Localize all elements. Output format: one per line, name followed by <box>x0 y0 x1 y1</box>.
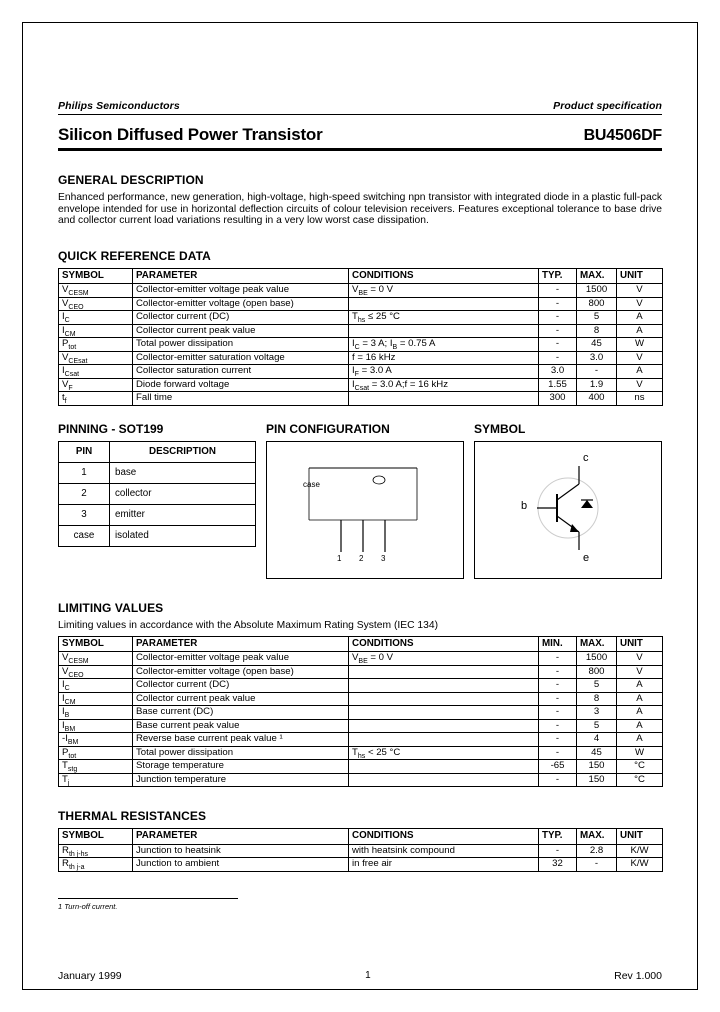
cell-unit: A <box>617 679 663 693</box>
col-max: MAX. <box>577 829 617 845</box>
table-header-row <box>59 268 663 284</box>
col-conditions: CONDITIONS <box>349 829 539 845</box>
table-row <box>59 351 663 365</box>
cell-typ: 1.55 <box>539 378 577 392</box>
cell-unit: °C <box>617 760 663 774</box>
cell-symbol <box>59 719 133 733</box>
cell-typ: - <box>539 338 577 352</box>
cell-symbol <box>59 351 133 365</box>
title-rule <box>58 148 662 151</box>
table-row <box>59 760 663 774</box>
cell-max: 8 <box>577 324 617 338</box>
cell-max: 2.8 <box>577 844 617 858</box>
cell-parameter: Collector saturation current <box>133 365 349 379</box>
cell-unit: V <box>617 351 663 365</box>
page-title: Silicon Diffused Power Transistor <box>58 125 323 144</box>
cell-typ: - <box>539 284 577 298</box>
symbol-text: $T_{stg}$ <box>62 760 78 774</box>
col-max: MAX. <box>577 636 617 652</box>
cell-parameter: Collector-emitter voltage peak value <box>133 652 349 666</box>
col-parameter: PARAMETER <box>133 829 349 845</box>
cell-unit: A <box>617 692 663 706</box>
pinning-row <box>59 525 256 546</box>
symbol-text: $-I_{BM}$ <box>62 733 79 747</box>
cell-symbol <box>59 378 133 392</box>
cell-unit: A <box>617 311 663 325</box>
limiting-values-heading: LIMITING VALUES <box>58 600 164 615</box>
cell-symbol <box>59 692 133 706</box>
limiting-values-table <box>58 636 663 788</box>
cell-min: - <box>539 746 577 760</box>
cell-max: 45 <box>577 338 617 352</box>
transistor-symbol-drawing <box>475 442 661 578</box>
table-header-row <box>59 829 663 845</box>
cell-conditions <box>349 297 539 311</box>
col-conditions: CONDITIONS <box>349 636 539 652</box>
footnote-rule <box>58 898 238 899</box>
cell-typ: - <box>539 351 577 365</box>
cell-parameter: Reverse base current peak value ¹ <box>133 733 349 747</box>
cell-max: 800 <box>577 297 617 311</box>
cell-max: - <box>577 858 617 872</box>
terminal-label-base: b <box>521 499 528 512</box>
cell-symbol <box>59 297 133 311</box>
cell-conditions <box>349 692 539 706</box>
cell-max: 1500 <box>577 284 617 298</box>
cell-parameter: Fall time <box>133 392 349 406</box>
col-unit: UNIT <box>617 268 663 284</box>
symbol-text: $V_F$ <box>62 378 73 392</box>
symbol-text: $I_{CM}$ <box>62 692 76 706</box>
cell-conditions: $I_F = 3.0$ A <box>349 365 539 379</box>
document-type: Product specification <box>553 100 662 112</box>
cell-typ: 3.0 <box>539 365 577 379</box>
cell-symbol <box>59 284 133 298</box>
cell-unit: K/W <box>617 858 663 872</box>
table-row <box>59 773 663 787</box>
table-row <box>59 378 663 392</box>
pinning-heading: PINNING - SOT199 <box>58 421 164 436</box>
cell-pin: 1 <box>59 462 110 483</box>
cell-min: - <box>539 679 577 693</box>
col-conditions: CONDITIONS <box>349 268 539 284</box>
table-row <box>59 858 663 872</box>
cell-typ: - <box>539 311 577 325</box>
cell-conditions <box>349 706 539 720</box>
table-row <box>59 338 663 352</box>
cell-unit: V <box>617 665 663 679</box>
table-row <box>59 746 663 760</box>
cell-conditions <box>349 324 539 338</box>
cell-max: 45 <box>577 746 617 760</box>
cell-pin: case <box>59 525 110 546</box>
cell-unit: °C <box>617 773 663 787</box>
symbol-text: $I_C$ <box>62 311 70 325</box>
col-unit: UNIT <box>617 829 663 845</box>
cell-description: isolated <box>110 525 256 546</box>
table-row <box>59 297 663 311</box>
cell-max: 5 <box>577 719 617 733</box>
cell-symbol <box>59 365 133 379</box>
col-pin: PIN <box>59 441 110 462</box>
col-parameter: PARAMETER <box>133 636 349 652</box>
cell-max: 5 <box>577 311 617 325</box>
cell-min: - <box>539 665 577 679</box>
symbol-figure <box>474 441 662 579</box>
cell-parameter: Base current (DC) <box>133 706 349 720</box>
cell-pin: 3 <box>59 504 110 525</box>
limiting-values-subtitle: Limiting values in accordance with the Absolute Maximum Rating System (IEC 134) <box>58 619 439 631</box>
cell-parameter: Collector current (DC) <box>133 679 349 693</box>
cell-unit: A <box>617 706 663 720</box>
table-row <box>59 692 663 706</box>
cell-parameter: Collector current peak value <box>133 324 349 338</box>
cell-conditions: $T_{hs} \le 25$ °C <box>349 311 539 325</box>
col-min: MIN. <box>539 636 577 652</box>
company-name: Philips Semiconductors <box>58 100 180 112</box>
cell-max: 8 <box>577 692 617 706</box>
table-row <box>59 719 663 733</box>
cell-conditions <box>349 392 539 406</box>
cell-unit: ns <box>617 392 663 406</box>
cell-conditions <box>349 760 539 774</box>
general-description-text: Enhanced performance, new generation, high-voltage, high-speed switching npn transistor with integrated diode in a plastic full-pack envelope intended for use in horizontal deflection circuits of colour television receivers. Features exceptional tolerance to base drive and collector current load variations resulting in a very low worst case dissipation. <box>58 192 662 227</box>
table-row <box>59 706 663 720</box>
cell-parameter: Junction to heatsink <box>133 844 349 858</box>
cell-symbol <box>59 760 133 774</box>
symbol-heading: SYMBOL <box>474 421 526 436</box>
cell-symbol <box>59 733 133 747</box>
cell-parameter: Total power dissipation <box>133 338 349 352</box>
table-row <box>59 392 663 406</box>
cell-symbol <box>59 746 133 760</box>
col-parameter: PARAMETER <box>133 268 349 284</box>
cell-parameter: Junction to ambient <box>133 858 349 872</box>
cell-conditions <box>349 665 539 679</box>
pin-configuration-heading: PIN CONFIGURATION <box>266 421 390 436</box>
terminal-label-emitter: e <box>583 551 590 564</box>
pin-label-2: 2 <box>359 553 364 563</box>
cell-parameter: Collector-emitter voltage (open base) <box>133 297 349 311</box>
header-rule <box>58 114 662 115</box>
cell-parameter: Total power dissipation <box>133 746 349 760</box>
cell-min: - <box>539 733 577 747</box>
cell-symbol <box>59 392 133 406</box>
cell-max: 1500 <box>577 652 617 666</box>
col-max: MAX. <box>577 268 617 284</box>
pin-configuration-column <box>266 422 464 579</box>
cell-typ: - <box>539 844 577 858</box>
cell-conditions: $I_C = 3$ A; $I_B = 0.75$ A <box>349 338 539 352</box>
cell-parameter: Collector current (DC) <box>133 311 349 325</box>
footnote-text: 1 Turn-off current. <box>58 901 118 911</box>
col-typ: TYP. <box>539 268 577 284</box>
cell-conditions: with heatsink compound <box>349 844 539 858</box>
page-footer <box>58 970 662 982</box>
cell-symbol <box>59 844 133 858</box>
cell-typ: 300 <box>539 392 577 406</box>
cell-min: - <box>539 706 577 720</box>
footer-page-number: 1 <box>365 970 371 981</box>
cell-unit: V <box>617 297 663 311</box>
cell-description: base <box>110 462 256 483</box>
cell-symbol <box>59 679 133 693</box>
cell-unit: A <box>617 719 663 733</box>
cell-symbol <box>59 773 133 787</box>
cell-unit: W <box>617 746 663 760</box>
symbol-text: $V_{CESM}$ <box>62 284 89 298</box>
cell-parameter: Base current peak value <box>133 719 349 733</box>
cell-symbol <box>59 652 133 666</box>
cell-max: 3 <box>577 706 617 720</box>
col-unit: UNIT <box>617 636 663 652</box>
table-row <box>59 844 663 858</box>
cell-typ: - <box>539 297 577 311</box>
cell-min: - <box>539 719 577 733</box>
cell-symbol <box>59 311 133 325</box>
part-number: BU4506DF <box>583 127 662 144</box>
symbol-text: $P_{tot}$ <box>62 338 77 352</box>
cell-conditions: $T_{hs} < 25$ °C <box>349 746 539 760</box>
table-header-row <box>59 636 663 652</box>
pin-label-3: 3 <box>381 553 386 563</box>
cell-conditions: in free air <box>349 858 539 872</box>
symbol-text: $V_{CEsat}$ <box>62 351 88 365</box>
cell-parameter: Collector-emitter voltage peak value <box>133 284 349 298</box>
cell-unit: V <box>617 652 663 666</box>
general-description-heading: GENERAL DESCRIPTION <box>58 173 204 187</box>
cell-conditions: $V_{BE} = 0$ V <box>349 284 539 298</box>
symbol-text: $I_{CM}$ <box>62 324 76 338</box>
table-row <box>59 665 663 679</box>
symbol-column <box>474 422 662 579</box>
pinning-header-row <box>59 441 256 462</box>
cell-unit: V <box>617 284 663 298</box>
cell-conditions: $I_{Csat} = 3.0$ A;f = 16 kHz <box>349 378 539 392</box>
thermal-resistances-heading: THERMAL RESISTANCES <box>58 809 207 824</box>
cell-max: 5 <box>577 679 617 693</box>
symbol-text: $I_B$ <box>62 706 70 720</box>
table-row <box>59 679 663 693</box>
cell-conditions <box>349 719 539 733</box>
cell-unit: V <box>617 378 663 392</box>
cell-description: collector <box>110 483 256 504</box>
case-label: case <box>303 479 320 489</box>
cell-min: - <box>539 652 577 666</box>
pinning-row <box>59 462 256 483</box>
cell-conditions <box>349 773 539 787</box>
symbol-text: $V_{CEO}$ <box>62 665 84 679</box>
cell-unit: W <box>617 338 663 352</box>
footer-revision: Rev 1.000 <box>614 970 662 982</box>
cell-min: -65 <box>539 760 577 774</box>
pinning-row <box>59 483 256 504</box>
cell-max: 400 <box>577 392 617 406</box>
symbol-text: $T_j$ <box>62 773 70 787</box>
symbol-text: $t_f$ <box>62 392 67 406</box>
cell-max: 1.9 <box>577 378 617 392</box>
pinning-table <box>58 441 256 547</box>
page-content <box>58 100 662 911</box>
cell-conditions <box>349 679 539 693</box>
col-symbol: SYMBOL <box>59 636 133 652</box>
col-description: DESCRIPTION <box>110 441 256 462</box>
cell-typ: 32 <box>539 858 577 872</box>
cell-unit: A <box>617 365 663 379</box>
cell-max: 150 <box>577 760 617 774</box>
table-row <box>59 284 663 298</box>
pinning-column <box>58 422 256 579</box>
cell-description: emitter <box>110 504 256 525</box>
quick-reference-heading: QUICK REFERENCE DATA <box>58 248 211 263</box>
cell-max: 3.0 <box>577 351 617 365</box>
symbol-text: $V_{CEO}$ <box>62 297 84 311</box>
title-row <box>58 125 662 145</box>
cell-parameter: Collector-emitter voltage (open base) <box>133 665 349 679</box>
document-header <box>58 100 662 112</box>
cell-symbol <box>59 858 133 872</box>
cell-max: - <box>577 365 617 379</box>
cell-symbol <box>59 324 133 338</box>
cell-parameter: Storage temperature <box>133 760 349 774</box>
terminal-label-collector: c <box>583 451 589 464</box>
table-row <box>59 311 663 325</box>
cell-symbol <box>59 706 133 720</box>
cell-max: 800 <box>577 665 617 679</box>
symbol-text: $R_{th j-a}$ <box>62 858 85 872</box>
cell-pin: 2 <box>59 483 110 504</box>
table-row <box>59 733 663 747</box>
cell-conditions: f = 16 kHz <box>349 351 539 365</box>
footer-date: January 1999 <box>58 970 122 982</box>
cell-conditions: $V_{BE} = 0$ V <box>349 652 539 666</box>
cell-parameter: Junction temperature <box>133 773 349 787</box>
package-outline-drawing <box>267 442 463 578</box>
cell-parameter: Collector current peak value <box>133 692 349 706</box>
quick-reference-table <box>58 268 663 406</box>
cell-parameter: Collector-emitter saturation voltage <box>133 351 349 365</box>
pin-label-1: 1 <box>337 553 342 563</box>
symbol-text: $I_C$ <box>62 679 70 693</box>
cell-parameter: Diode forward voltage <box>133 378 349 392</box>
cell-unit: A <box>617 324 663 338</box>
cell-typ: - <box>539 324 577 338</box>
cell-symbol <box>59 665 133 679</box>
col-symbol: SYMBOL <box>59 829 133 845</box>
pinning-row <box>59 504 256 525</box>
cell-symbol <box>59 338 133 352</box>
table-row <box>59 652 663 666</box>
table-row <box>59 365 663 379</box>
cell-unit: A <box>617 733 663 747</box>
symbol-text: $V_{CESM}$ <box>62 652 89 666</box>
cell-max: 4 <box>577 733 617 747</box>
symbol-text: $P_{tot}$ <box>62 746 77 760</box>
symbol-text: $I_{BM}$ <box>62 719 76 733</box>
pin-configuration-figure <box>266 441 464 579</box>
symbol-text: $R_{th j-hs}$ <box>62 844 88 858</box>
cell-max: 150 <box>577 773 617 787</box>
col-typ: TYP. <box>539 829 577 845</box>
col-symbol: SYMBOL <box>59 268 133 284</box>
symbol-text: $I_{Csat}$ <box>62 365 80 379</box>
cell-min: - <box>539 773 577 787</box>
cell-conditions <box>349 733 539 747</box>
three-column-section <box>58 422 662 579</box>
cell-min: - <box>539 692 577 706</box>
table-row <box>59 324 663 338</box>
thermal-resistances-table <box>58 828 663 872</box>
cell-unit: K/W <box>617 844 663 858</box>
